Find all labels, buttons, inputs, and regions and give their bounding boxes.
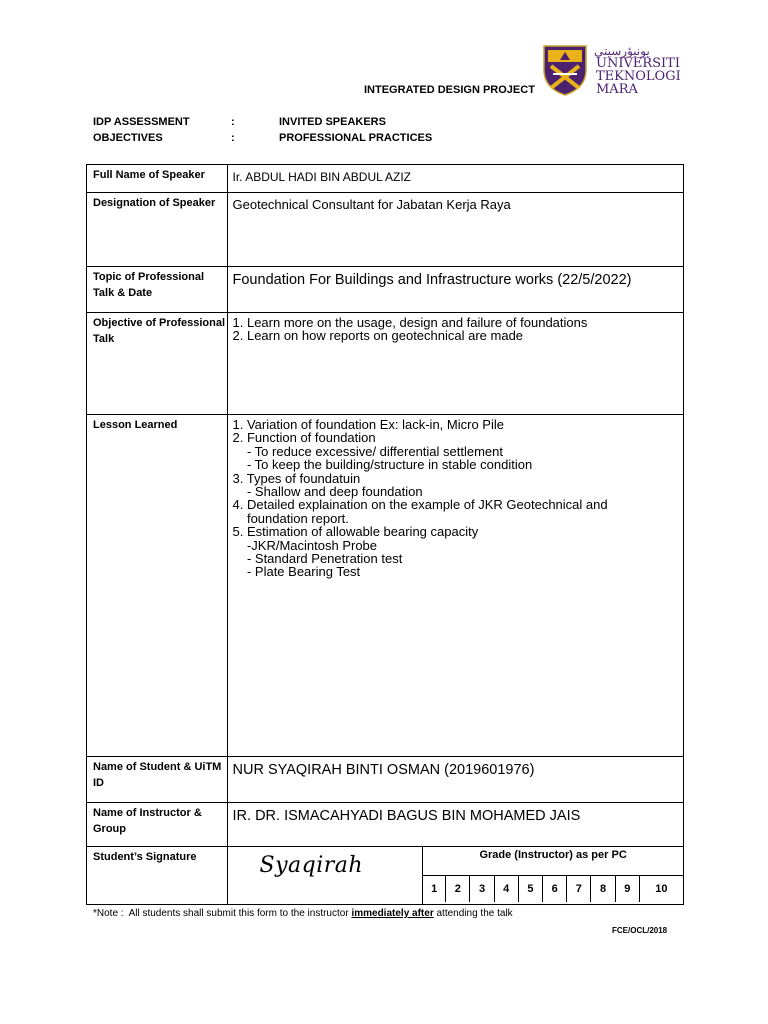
row-student	[87, 757, 684, 803]
logo-line-2: TEKNOLOGI	[596, 69, 681, 84]
meta-colon: :	[231, 132, 235, 144]
lesson-line: -JKR/Macintosh Probe	[232, 537, 378, 553]
row-designation	[87, 193, 684, 267]
logo-line-3: MARA	[596, 82, 638, 97]
speaker-form-table	[86, 164, 684, 905]
note-emphasis: immediately after	[351, 908, 434, 919]
meta-value: PROFESSIONAL PRACTICES	[279, 132, 433, 144]
value-objective	[227, 313, 683, 415]
grade-option-6: 6	[543, 876, 567, 903]
row-instructor	[87, 803, 684, 847]
footnote	[93, 908, 513, 919]
label-student: Name of Student & UiTM ID	[87, 757, 228, 803]
label-lesson: Lesson Learned	[87, 415, 228, 757]
lesson-line: 4. Detailed explaination on the example of JKR Geotechnical and	[232, 497, 608, 513]
document-title: INTEGRATED DESIGN PROJECT	[364, 84, 535, 96]
label-topic: Topic of Professional Talk & Date	[87, 267, 228, 313]
student-signature: Syaqirah	[259, 853, 364, 878]
label-signature: Student’s Signature	[87, 847, 228, 905]
row-topic	[87, 267, 684, 313]
note-suffix: attending the talk	[433, 908, 513, 919]
label-speaker-name: Full Name of Speaker	[87, 165, 228, 193]
meta-key: IDP ASSESSMENT	[93, 116, 190, 128]
lesson-line: - Shallow and deep foundation	[232, 484, 423, 500]
grade-option-3: 3	[470, 876, 494, 903]
meta-value: INVITED SPEAKERS	[279, 116, 386, 128]
grade-option-8: 8	[591, 876, 615, 903]
grade-table	[423, 847, 683, 902]
objective-line: 2. Learn on how reports on geotechnical are made	[232, 328, 524, 344]
lesson-line: 5. Estimation of allowable bearing capacity	[232, 524, 479, 540]
grade-cell	[423, 847, 684, 905]
lesson-line: - To keep the building/structure in stable condition	[232, 457, 533, 473]
row-objective	[87, 313, 684, 415]
uitm-crest-icon	[542, 44, 588, 96]
grade-option-1: 1	[423, 876, 446, 903]
grade-option-2: 2	[446, 876, 470, 903]
value-designation: Geotechnical Consultant for Jabatan Kerja Raya	[227, 193, 683, 267]
grade-option-7: 7	[567, 876, 591, 903]
row-lesson	[87, 415, 684, 757]
objective-line: 1. Learn more on the usage, design and failure of foundations	[232, 315, 588, 330]
value-speaker-name: Ir. ABDUL HADI BIN ABDUL AZIZ	[227, 165, 683, 193]
logo-jawi-text: ﯾﻮﻧﯿﺆرﺳﯿﺘﻲ	[594, 44, 650, 58]
value-instructor: IR. DR. ISMACAHYADI BAGUS BIN MOHAMED JAIS	[227, 803, 683, 847]
lesson-line: - To reduce excessive/ differential settlement	[232, 443, 504, 459]
lesson-line: 2. Function of foundation	[232, 430, 376, 446]
meta-colon: :	[231, 116, 235, 128]
label-designation: Designation of Speaker	[87, 193, 228, 267]
row-speaker-name	[87, 165, 684, 193]
lesson-line: 3. Types of foundatuin	[232, 470, 361, 486]
grade-option-4: 4	[494, 876, 518, 903]
lesson-line: - Standard Penetration test	[232, 551, 403, 567]
logo-line-1: UNIVERSITI	[596, 56, 680, 71]
label-instructor: Name of Instructor & Group	[87, 803, 228, 847]
form-code: FCE/OCL/2018	[612, 926, 668, 935]
lesson-line: foundation report.	[232, 510, 349, 526]
signature-cell	[227, 847, 423, 905]
value-lesson	[227, 415, 683, 757]
grade-option-10: 10	[639, 876, 683, 903]
grade-option-9: 9	[615, 876, 639, 903]
row-signature	[87, 847, 684, 905]
uitm-logo	[542, 44, 681, 100]
grade-option-5: 5	[518, 876, 542, 903]
grade-label: Grade (Instructor) as per PC	[423, 847, 683, 876]
meta-key: OBJECTIVES	[93, 132, 163, 144]
note-prefix: *Note : All students shall submit this form to the instructor	[93, 908, 352, 919]
value-topic: Foundation For Buildings and Infrastructure works (22/5/2022)	[227, 267, 683, 313]
lesson-line: - Plate Bearing Test	[232, 564, 361, 580]
lesson-line: 1. Variation of foundation Ex: lack-in, Micro Pile	[232, 417, 504, 432]
value-student: NUR SYAQIRAH BINTI OSMAN (2019601976)	[227, 757, 683, 803]
label-objective: Objective of Professional Talk	[87, 313, 228, 415]
